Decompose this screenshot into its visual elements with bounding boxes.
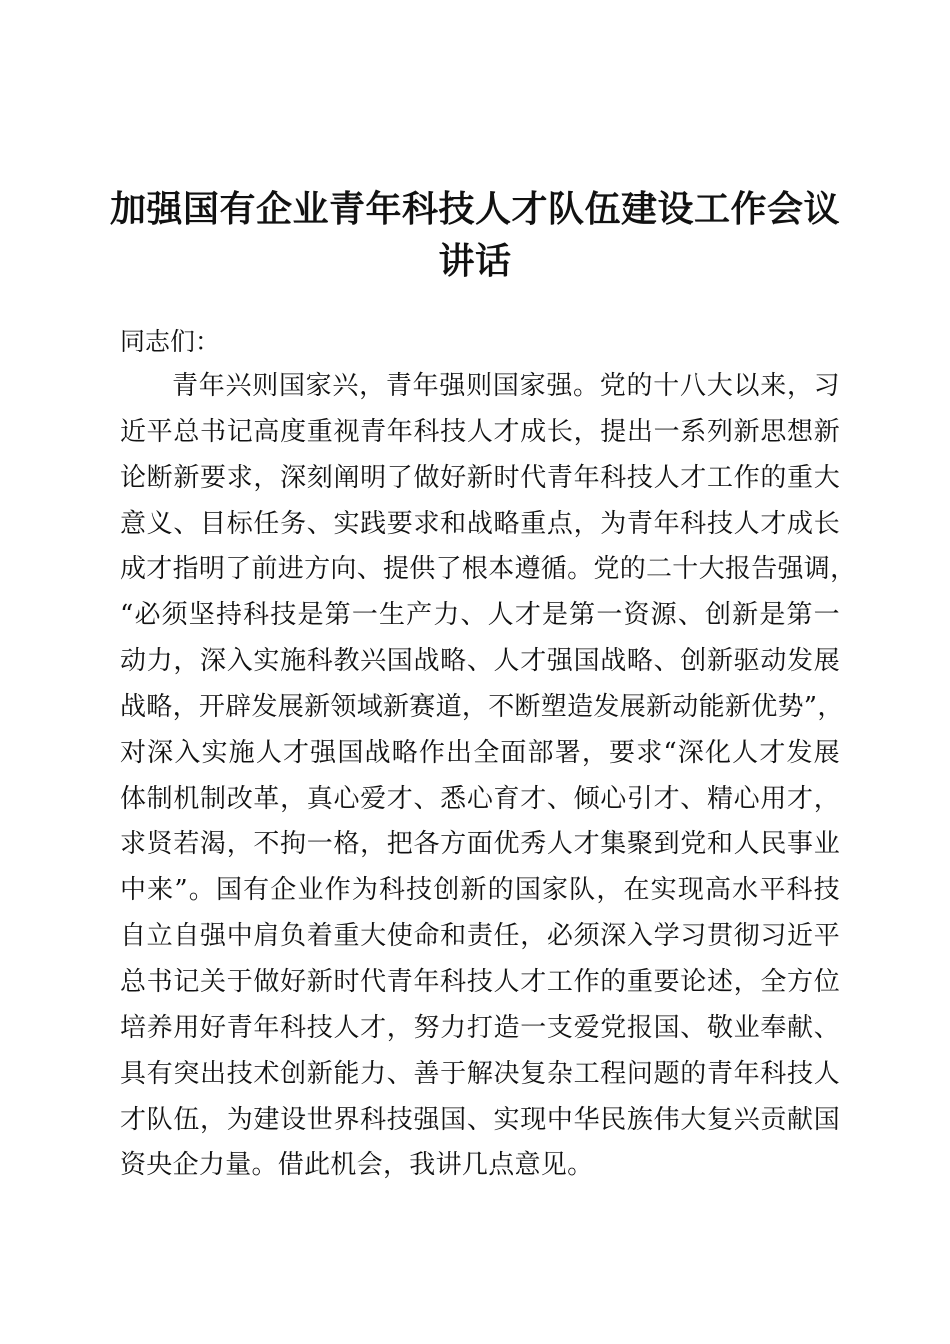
paragraph-line: 近平总书记高度重视青年科技人才成长，提出一系列新思想新 <box>120 416 840 447</box>
paragraph-line: 总书记关于做好新时代青年科技人才工作的重要论述，全方位 <box>120 966 840 997</box>
paragraph-line: 求贤若渴，不拘一格，把各方面优秀人才集聚到党和人民事业 <box>120 829 840 860</box>
paragraph-line: 对深入实施人才强国战略作出全面部署，要求“深化人才发展 <box>120 737 840 768</box>
paragraph-line: 培养用好青年科技人才，努力打造一支爱党报国、敬业奉献、 <box>120 1012 840 1043</box>
paragraph-line: 成才指明了前进方向、提供了根本遵循。党的二十大报告强调， <box>120 554 857 585</box>
document-title <box>95 184 855 288</box>
paragraph-line: 具有突出技术创新能力、善于解决复杂工程问题的青年科技人 <box>120 1058 840 1089</box>
paragraph-line: 青年兴则国家兴，青年强则国家强。党的十八大以来，习 <box>172 371 840 401</box>
paragraph-line: 才队伍，为建设世界科技强国、实现中华民族伟大复兴贡献国 <box>120 1104 840 1135</box>
title-line: 讲话 <box>438 241 512 282</box>
body-paragraph <box>120 364 857 1189</box>
salutation: 同志们： <box>120 327 221 356</box>
paragraph-line: 动力，深入实施科教兴国战略、人才强国战略、创新驱动发展 <box>120 646 840 677</box>
paragraph-line: 资央企力量。借此机会，我讲几点意见。 <box>120 1150 594 1181</box>
paragraph-line: 意义、目标任务、实践要求和战略重点，为青年科技人才成长 <box>120 508 840 539</box>
paragraph-line: 自立自强中肩负着重大使命和责任，必须深入学习贯彻习近平 <box>120 921 840 952</box>
paragraph-line: 战略，开辟发展新领域新赛道，不断塑造发展新动能新优势”， <box>120 691 844 722</box>
title-line: 加强国有企业青年科技人才队伍建设工作会议 <box>109 189 840 230</box>
paragraph-line: 中来”。国有企业作为科技创新的国家队，在实现高水平科技 <box>120 875 840 906</box>
paragraph-line: 体制机制改革，真心爱才、悉心育才、倾心引才、精心用才， <box>120 783 840 814</box>
paragraph-line: 论断新要求，深刻阐明了做好新时代青年科技人才工作的重大 <box>120 462 840 493</box>
paragraph-line: “必须坚持科技是第一生产力、人才是第一资源、创新是第一 <box>120 600 840 631</box>
